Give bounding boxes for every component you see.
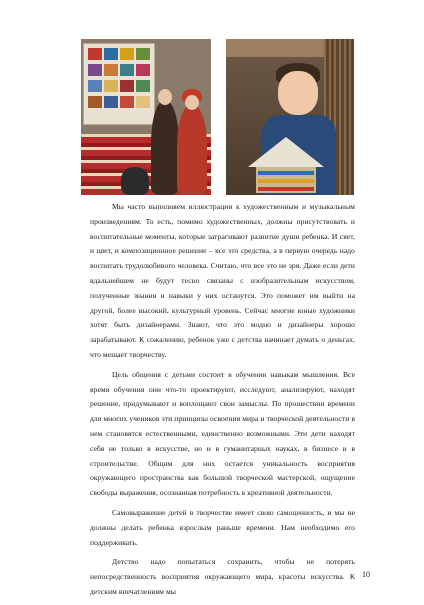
paragraph: Мы часто выполняем иллюстрации к художественным и музыкальным произведениям. То есть, помимо художественных, должны присутствовать и воспитательные моменты, которые затрагивают развитие души ребенка. И свет, и цвет, и композиционное решение – все это средства, а в первую очередь надо воспитать трудолюбивого человека. Считаю, что все это не зря. Даже если дети вдальнейшем не будут тесно связаны с изобразительным искусством, полученные знания и навыки у них останутся. Это поможет им выйти на другой, более высокий, культурный уровень. Сейчас многие юные художники хотят быть дизайнерами. Знают, что это модно и дизайнеры хорошо зарабатывают. К сожалению, ребенок уже с детства начинает думать о деньгах, что мешает творчеству. — [90, 202, 355, 359]
photo-face — [185, 95, 199, 110]
poster-tile — [88, 48, 102, 60]
poster-tile — [120, 48, 134, 60]
photo-child-face — [278, 71, 318, 115]
poster-tile — [104, 64, 118, 76]
poster-tile — [136, 48, 150, 60]
paragraph: Цель общения с детьми состоит в обучении навыкам мышления. Все время обучения они что-то проектируют, исследуют, анализируют, находят решение, придумывают и воплощают свои замыслы. По прошествии времени для многих учеников эти принципы освоения мира и творческой деятельности в нем становятся естественными, единственно возможными. Эти дети находят себя не только в искусстве, но и в гуманитарных науках, в бизнесе и в строительстве. Общим для них остается уникальность восприятия окружающего пространства как большой творческой мастерской, ощущение свободы выражения, осознанная потребность в креативной деятельности. — [90, 369, 355, 498]
poster-tile — [120, 64, 134, 76]
child-with-craft-photo — [226, 39, 354, 195]
poster-tile — [104, 80, 118, 92]
page-number: 10 — [362, 570, 370, 579]
craft-stripe — [258, 171, 314, 175]
poster-tile — [104, 48, 118, 60]
poster-tile — [136, 64, 150, 76]
craft-stripe — [258, 179, 314, 183]
poster-tile — [136, 96, 150, 108]
folk-costume-exhibition-photo — [81, 39, 211, 195]
poster-tile — [120, 96, 134, 108]
photo-person — [121, 167, 149, 195]
body-text — [90, 200, 355, 605]
photo-craft-roof — [248, 137, 324, 167]
poster-tile — [88, 64, 102, 76]
paragraph: Самовыражение детей в творчестве имеет свою самоценность, и мы не должны делать ребенка взрослым раньше времени. Нам необходимо его поддерживать. — [90, 507, 355, 547]
poster-tile — [88, 80, 102, 92]
poster-tile — [104, 96, 118, 108]
paragraph: Детство надо попытаться сохранить, чтобы не потерять непосредственность восприятия окружающего мира, красоты искусства. К детским впечатлениям мы — [90, 557, 355, 596]
poster-tile — [120, 80, 134, 92]
craft-stripe — [258, 187, 314, 191]
photo-poster-board — [83, 43, 155, 125]
photo-person — [177, 105, 207, 195]
photo-person — [151, 101, 179, 195]
poster-tile — [136, 80, 150, 92]
photo-face — [158, 89, 172, 105]
poster-tile — [88, 96, 102, 108]
